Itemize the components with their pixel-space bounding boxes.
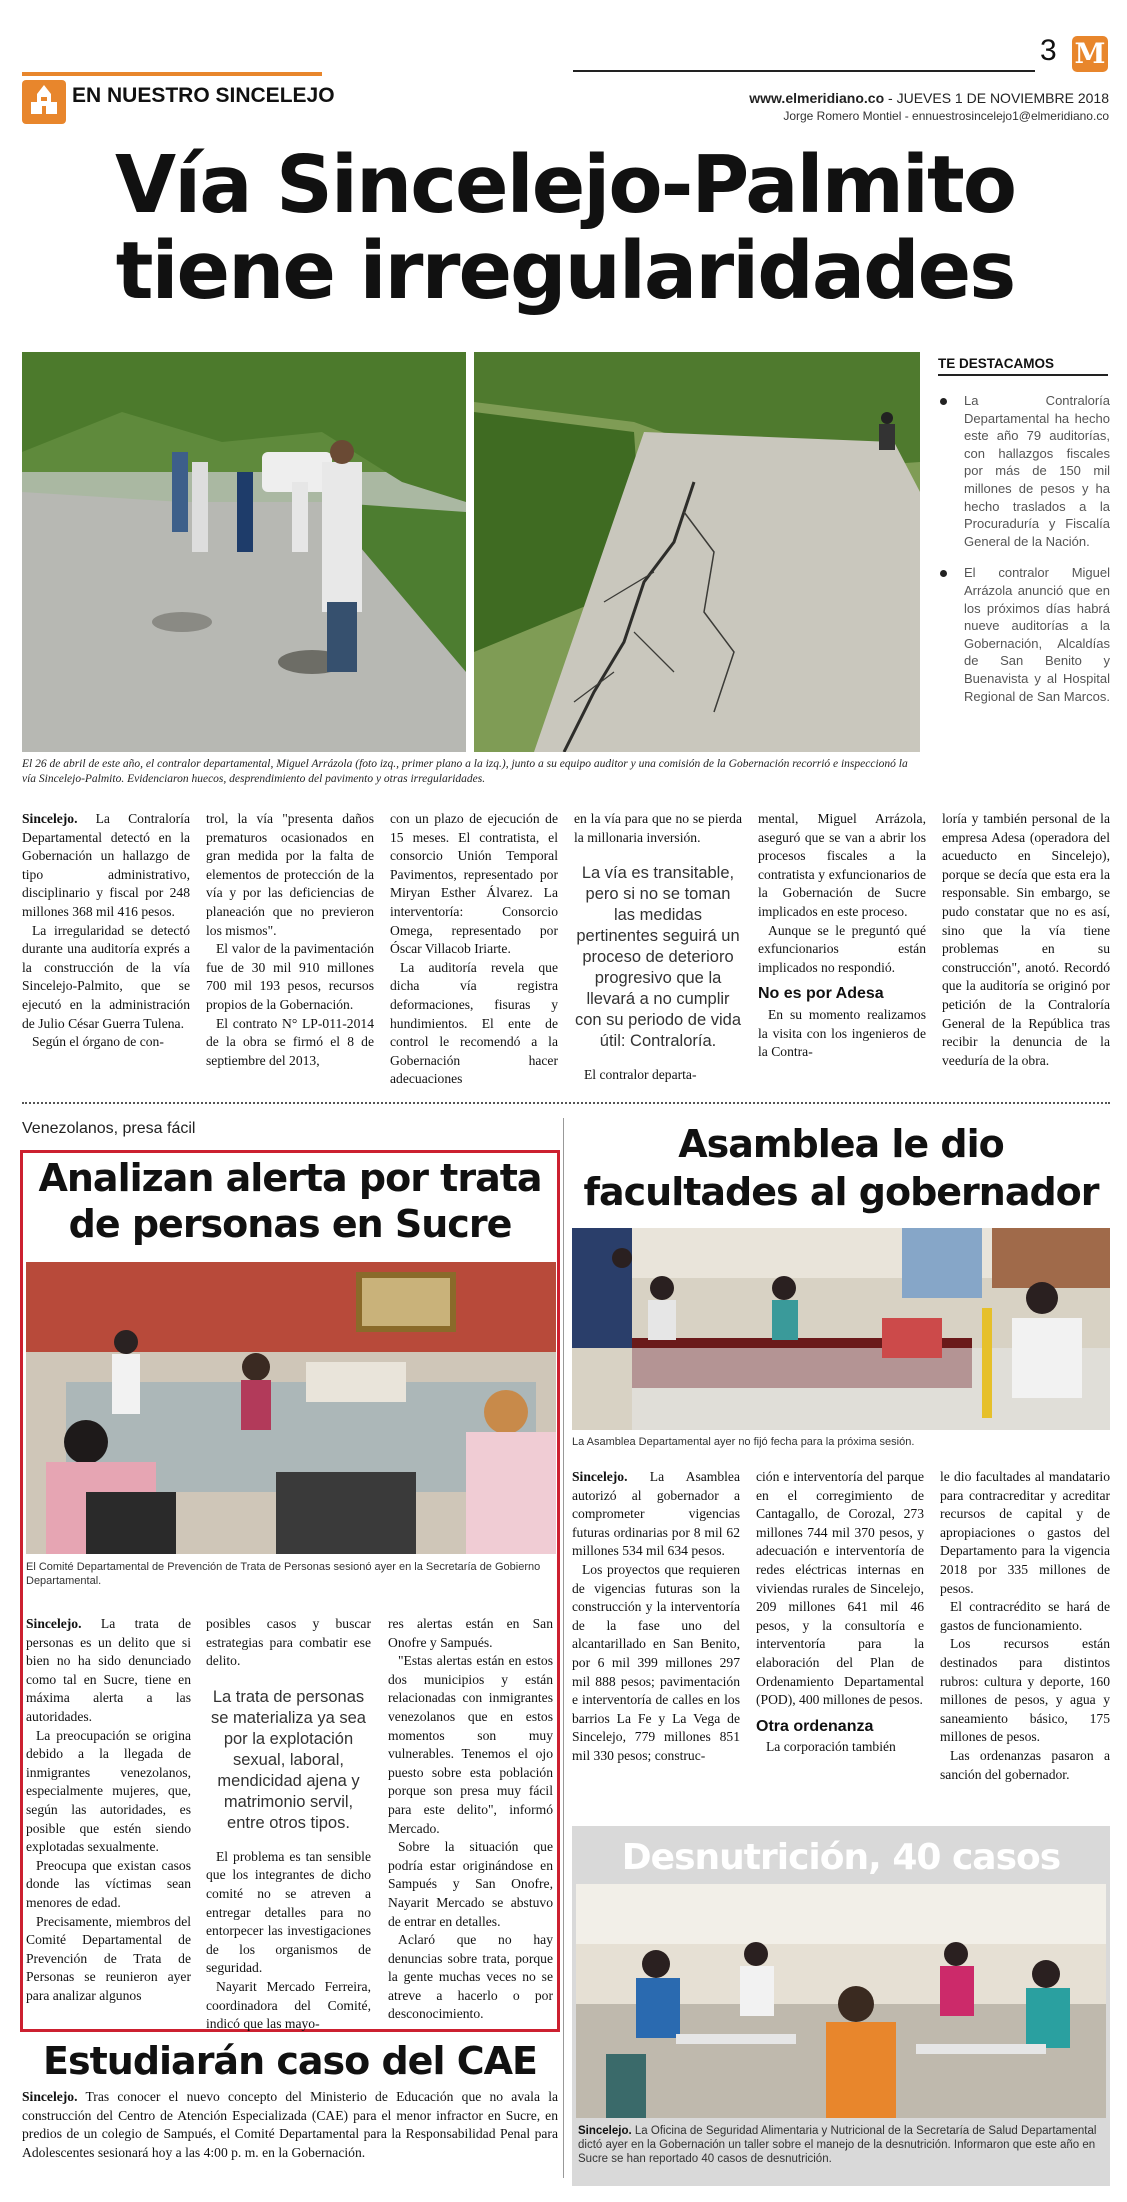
desnutricion-headline: Desnutrición, 40 casos xyxy=(621,1837,1061,1878)
paragraph: Aunque se le preguntó qué exfuncionarios están implicados no respondió. xyxy=(758,922,926,975)
cathedral-icon xyxy=(22,80,66,124)
paragraph: La irregularidad se detectó durante una auditoría exprés a la construcción de la vía Sincelejo-Palmito, que se ejecutó en la administración de Julio César Guerra Tulena. xyxy=(22,922,190,1031)
paragraph-text: Tras conocer el nuevo concepto del Ministerio de Educación que no avala la construcción del Centro de Atención Especializada (CAE) para el menor infractor en Sucre, en predios de un colegio de Sampués, el Comité Departamental para la Responsabilidad Penal para Adolescentes sesionará hoy a las 4:00 p. m. en la Gobernación. xyxy=(22,2089,558,2160)
main-headline-line2: tiene irregularidades xyxy=(115,225,1015,317)
paragraph: La corporación también xyxy=(766,1739,896,1755)
paragraph: posibles casos y buscar estrategias para combatir ese delito. xyxy=(206,1616,371,1669)
paragraph: le dio facultades al mandatario para contracreditar y acreditar recursos de capital y de apropiaciones o gastos del Departamento para la vigencia 2018 por 335 millones de pesos. xyxy=(940,1469,1110,1596)
pull-quote: La trata de personas se materializa ya sea por la explotación sexual, laboral, mendicidad ajena y matrimonio servil, entre otros tipos. xyxy=(211,1687,366,1832)
trata-col-2 xyxy=(206,1615,371,2034)
paragraph: Preocupa que existan casos donde las víctimas sean menores de edad. xyxy=(26,1857,191,1910)
paragraph: Según el órgano de con- xyxy=(32,1034,164,1050)
paragraph: Los recursos están destinados para distintos rubros: cultura y deporte, 160 millones de pesos, y agua y saneamiento básico, 175 millones de pesos. xyxy=(940,1636,1110,1745)
bullet-icon xyxy=(940,398,947,405)
dateline: Sincelejo. xyxy=(22,2089,78,2104)
paragraph: ción e interventoría del parque en el corregimiento de Cantagallo, de Corozal, 273 millones 744 mil 370 pesos, y adecuación e interventoría de redes eléctricas internas en viviendas rurales de Sincelejo, 209 millones 641 mil 46 pesos, y la consultoría e interventoría para la elaboración del Plan de Ordenamiento Departamental (POD), 400 millones de pesos. xyxy=(756,1469,924,1708)
committee-meeting-photo xyxy=(26,1262,556,1554)
subheading: Otra ordenanza xyxy=(756,1717,874,1735)
paragraph-text: La Asamblea autorizó al gobernador a comprometer vigencias futuras ordinarias por 8 mil 62 millones 534 mil 634 pesos. xyxy=(572,1469,740,1559)
paragraph xyxy=(22,810,190,922)
newspaper-logo xyxy=(1072,36,1108,72)
asamblea-col-2 xyxy=(756,1468,924,1757)
paragraph: trol, la vía "presenta daños prematuros ocasionados en gran medida por la falta de elementos de protección de la vía y por las deficiencias de planeación que no previeron los mismos". xyxy=(206,811,374,938)
issue-date: - JUEVES 1 DE NOVIEMBRE 2018 xyxy=(884,90,1109,106)
cae-body xyxy=(22,2088,558,2162)
paragraph: en la vía para que no se pierda la millonaria inversión. xyxy=(574,811,742,845)
paragraph: res alertas están en San Onofre y Sampués. xyxy=(388,1616,553,1650)
page-number: 3 xyxy=(1040,34,1057,67)
dateline: Sincelejo. xyxy=(22,811,78,826)
paragraph: con un plazo de ejecución de 15 meses. El contratista, el consorcio Unión Temporal Pavimentos, representado por Miryan Esther Álvarez. La interventoría: Consorcio Omega, representado por Óscar Villacob Iriarte. xyxy=(390,811,558,957)
asamblea-headline-line1: Asamblea le dio xyxy=(678,1122,1004,1166)
section-label: EN NUESTRO SINCELEJO xyxy=(72,84,335,107)
main-col-2 xyxy=(206,810,374,1070)
paragraph: La auditoría revela que dicha vía registra deformaciones, fisuras y hundimientos. El ente de control le recomendó a la Gobernación hacer adecuaciones xyxy=(390,959,558,1087)
sidebar-title: TE DESTACAMOS xyxy=(938,356,1055,371)
paragraph: El contracrédito se hará de gastos de funcionamiento. xyxy=(940,1599,1110,1633)
section-rule xyxy=(22,72,322,76)
main-headline-line1: Vía Sincelejo-Palmito xyxy=(114,139,1016,231)
subheading: No es por Adesa xyxy=(758,985,884,1003)
sidebar-item xyxy=(938,392,1110,550)
dateline: Sincelejo. xyxy=(578,2125,632,2137)
paragraph xyxy=(26,1615,191,1727)
asamblea-headline-line2: facultades al gobernador xyxy=(583,1170,1099,1214)
caption-text: La Oficina de Seguridad Alimentaria y Nutricional de la Secretaría de Salud Departamental dictó ayer en la Gobernación un taller sobre el manejo de la desnutrición. Informaron que este año en Sucre se han reportado 40 casos de desnutrición. xyxy=(578,2125,1097,2165)
trata-col-3 xyxy=(388,1615,553,2024)
pull-quote: La vía es transitable, pero si no se toman las medidas pertinentes seguirá un proceso de deterioro progresivo que la llevará a no cumplir con su periodo de vida útil: Contraloría. xyxy=(574,864,742,1051)
sidebar-list xyxy=(938,392,1110,719)
column-divider xyxy=(563,1118,564,2178)
nutrition-workshop-photo xyxy=(576,1884,1106,2118)
paragraph: Sobre la situación que podría estar originándose en Sampués y San Onofre, Nayarit Mercado se abstuvo de entrar en detalles. xyxy=(388,1839,553,1929)
desnutricion-caption xyxy=(578,2124,1104,2166)
cae-headline: Estudiarán caso del CAE xyxy=(43,2039,537,2083)
trata-kicker: Venezolanos, presa fácil xyxy=(22,1120,196,1137)
header-rule xyxy=(573,70,1035,72)
trata-headline-line2: de personas en Sucre xyxy=(68,1202,512,1246)
main-col-3 xyxy=(390,810,558,1089)
trata-photo-caption: El Comité Departamental de Prevención de Trata de Personas sesionó ayer en la Secretaría de Gobierno Departamental. xyxy=(26,1561,541,1587)
road-inspection-photo xyxy=(22,352,466,752)
paragraph: mental, Miguel Arrázola, aseguró que se van a abrir los procesos fiscales a la contratista y exfuncionarios de la Gobernación de Sucre implicados en este proceso. xyxy=(758,811,926,919)
asamblea-col-1 xyxy=(572,1468,740,1766)
sidebar-item xyxy=(938,564,1110,705)
asamblea-photo-caption: La Asamblea Departamental ayer no fijó fecha para la próxima sesión. xyxy=(572,1436,915,1448)
assembly-session-photo xyxy=(572,1228,1110,1430)
paragraph: El problema es tan sensible que los integrantes de dicho comité no se atreven a entregar detalles para no entorpecer las investigaciones de los organismos de seguridad. xyxy=(206,1848,371,1976)
sidebar-item-text: El contralor Miguel Arrázola anunció que en los próximos días habrá nueve auditorías a la Gobernación, Alcaldías de San Benito y Buenavista y al Hospital Regional de San Marcos. xyxy=(964,565,1110,704)
paragraph: Nayarit Mercado Ferreira, coordinadora del Comité, indicó que las mayo- xyxy=(206,1978,371,2032)
paragraph: "Estas alertas están en estos dos municipios y están relacionadas con inmigrantes venezolanos que en estos momentos son muy vulnerables. Tenemos el ojo puesto sobre esta población porque son presa muy fácil para este delito", informó Mercado. xyxy=(388,1653,553,1836)
paragraph: Aclaró que no hay denuncias sobre trata, porque la gente muchas veces no se atreve a hacerlo o por desconocimiento. xyxy=(388,1932,553,2022)
main-photo-caption: El 26 de abril de este año, el contralor departamental, Miguel Arrázola (foto izq., primer plano a la izq.), junto a su equipo auditor y una comisión de la Gobernación recorrió e inspeccionó la vía Sincelejo-Palmito. Evidenciaron huecos, desprendimiento del pavimento y otras irregularidades. xyxy=(22,758,908,785)
bullet-icon xyxy=(940,570,947,577)
logo-letter: M xyxy=(1074,37,1106,70)
main-headline xyxy=(20,139,1110,317)
paragraph xyxy=(572,1468,740,1561)
paragraph: El contrato N° LP-011-2014 de la obra se firmó el 8 de septiembre del 2013, xyxy=(206,1015,374,1068)
paragraph: Las ordenanzas pasaron a sanción del gobernador. xyxy=(940,1747,1110,1782)
asamblea-headline xyxy=(572,1120,1110,1216)
main-col-6 xyxy=(942,810,1110,1070)
paragraph: La preocupación se origina debido a la llegada de inmigrantes venezolanos, especialmente mujeres, que, según las autoridades, es posible que estén siendo explotadas sexualmente. xyxy=(26,1727,191,1855)
paragraph-text: La Contraloría Departamental detectó en la Gobernación un hallazgo de tipo administrativo, disciplinario y fiscal por 248 millones 368 mil 416 pesos. xyxy=(22,811,190,919)
asamblea-col-3 xyxy=(940,1468,1110,1784)
main-col-5 xyxy=(758,810,926,1062)
sidebar-item-text: La Contraloría Departamental ha hecho este año 79 auditorías, con hallazgos fiscales por más de 150 mil millones de pesos y ha hecho traslados a la Procuraduría y Fiscalía General de la Nación. xyxy=(964,393,1110,549)
dateline: Sincelejo. xyxy=(572,1469,628,1484)
paragraph: Los proyectos que requieren de vigencias futuras son la construcción y la interventoría de la fase uno del alcantarillado en San Benito, por 6 mil 399 millones 297 mil 888 pesos; pavimentación e interventoría de calles en los barrios La Fe y La Vega de Sincelejo, 779 millones 851 mil 330 pesos; construc- xyxy=(572,1561,740,1763)
author-line: Jorge Romero Montiel - ennuestrosincelejo1@elmeridiano.co xyxy=(783,109,1109,123)
date-line xyxy=(749,90,1109,106)
paragraph-text: La trata de personas es un delito que si bien no ha sido denunciado como tal en Sucre, tiene en máxima alerta a las autoridades. xyxy=(26,1616,191,1724)
section-divider xyxy=(22,1102,1110,1104)
paragraph: El valor de la pavimentación fue de 30 mil 910 millones 700 mil 193 pesos, recursos propios de la Gobernación. xyxy=(206,941,374,1012)
main-col-1 xyxy=(22,810,190,1052)
paragraph: En su momento realizamos la visita con los ingenieros de la Contra- xyxy=(758,1006,926,1060)
paragraph: Precisamente, miembros del Comité Departamental de Prevención de Trata de Personas se reunieron ayer para analizar algunos xyxy=(26,1913,191,2003)
trata-col-1 xyxy=(26,1615,191,2005)
sidebar-rule xyxy=(938,374,1108,376)
paragraph xyxy=(22,2088,558,2162)
trata-headline xyxy=(26,1155,554,1247)
trata-headline-line1: Analizan alerta por trata xyxy=(38,1156,542,1200)
dateline: Sincelejo. xyxy=(26,1616,82,1631)
main-col-4 xyxy=(574,810,742,1085)
paragraph: El contralor departa- xyxy=(584,1067,697,1083)
website-link[interactable]: www.elmeridiano.co xyxy=(749,90,885,106)
paragraph: loría y también personal de la empresa Adesa (operadora del acueducto en Sincelejo), porque se decía que esta era la responsable. Sin embargo, se pudo constatar que no es así, sino que la vía tiene problemas en su construcción", anotó. Recordó que la auditoría se originó por petición de la Contraloría General de la República tras recibir la denuncia de la veeduría de la obra. xyxy=(942,811,1110,1068)
cracked-road-photo xyxy=(474,352,920,752)
